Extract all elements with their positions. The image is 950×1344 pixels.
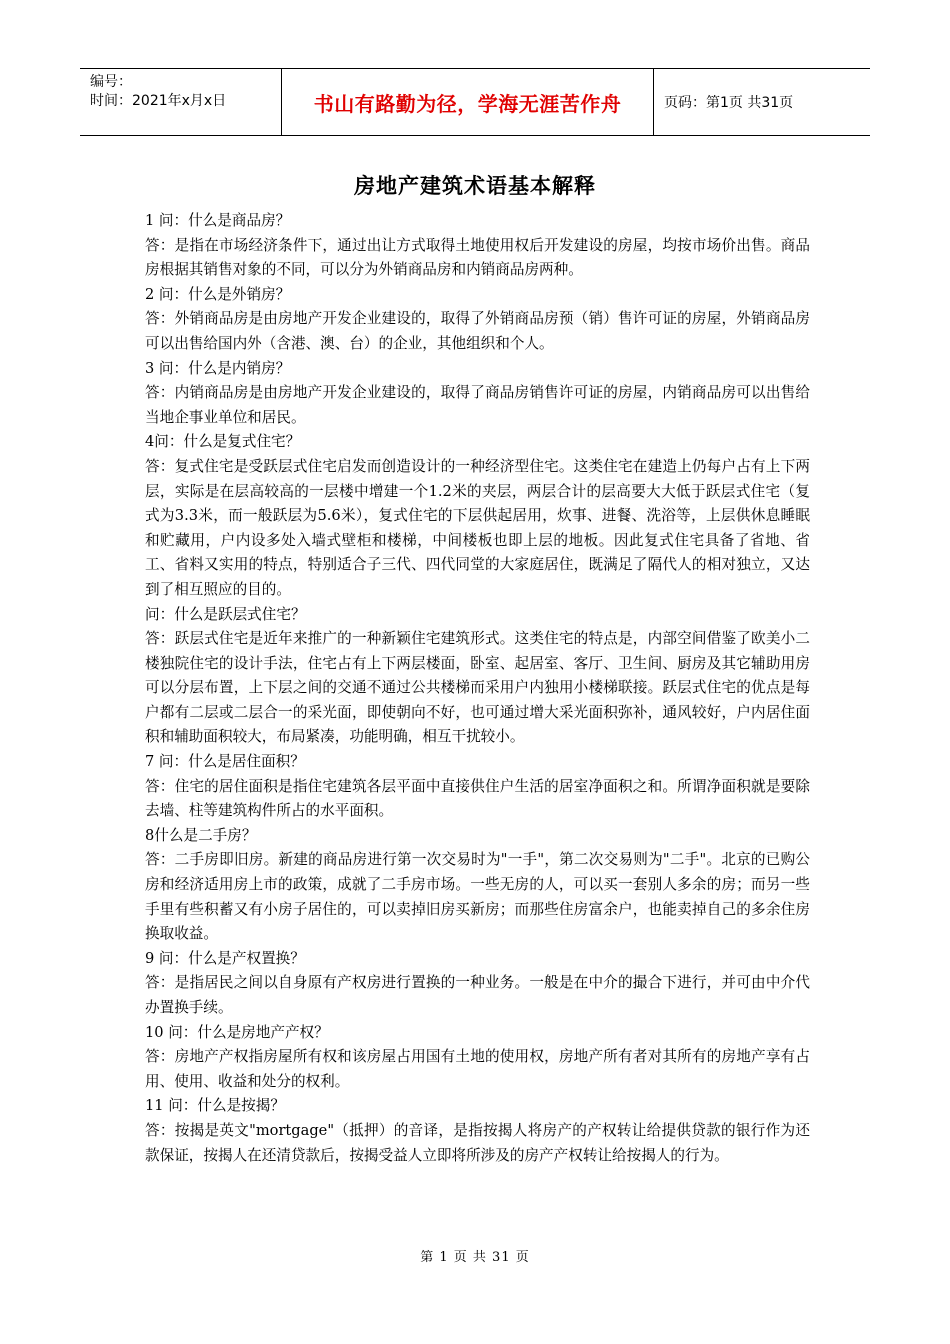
header-page-info: 页码：第1页 共31页 — [664, 95, 794, 111]
paragraph: 9 问：什么是产权置换？ — [145, 949, 305, 967]
paragraph: 答：二手房即旧房。新建的商品房进行第一次交易时为"一手"，第二次交易则为"二手"。北京的已购公房和经济适用房上市的政策，成就了二手房市场。一些无房的人，可以买一套别人多余的房；而另一些手里有些积蓄又有小房子居住的，可以卖掉旧房买新房；而那些住房富余户，也能卖掉自己的多余住房换取收益。 — [145, 851, 810, 943]
paragraph: 10 问：什么是房地产产权？ — [145, 1023, 329, 1041]
paragraph: 1 问：什么是商品房？ — [145, 212, 291, 229]
paragraph: 答：房地产产权指房屋所有权和该房屋占用国有土地的使用权，房地产所有者对其所有的房地产享有占用、使用、收益和处分的权利。 — [145, 1048, 810, 1090]
paragraph: 4问：什么是复式住宅？ — [145, 433, 301, 451]
paragraph: 答：外销商品房是由房地产开发企业建设的，取得了外销商品房预（销）售许可证的房屋，外销商品房可以出售给国内外（含港、澳、台）的企业，其他组织和个人。 — [145, 310, 810, 352]
header-page-info-cell — [654, 69, 870, 135]
paragraph: 答：内销商品房是由房地产开发企业建设的，取得了商品房销售许可证的房屋，内销商品房可以出售给当地企事业单位和居民。 — [145, 384, 810, 426]
header-motto-cell — [282, 69, 654, 135]
paragraph: 答：住宅的居住面积是指住宅建筑各层平面中直接供住户生活的居室净面积之和。所谓净面积就是要除去墙、柱等建筑构件所占的水平面积。 — [145, 777, 810, 820]
paragraph: 答：跃层式住宅是近年来推广的一种新颖住宅建筑形式。这类住宅的特点是，内部空间借鉴了欧美小二楼独院住宅的设计手法，住宅占有上下两层楼面，卧室、起居室、客厅、卫生间、厨房及其它辅助用房可以分层布置，上下层之间的交通不通过公共楼梯而采用户内独用小楼梯联接。跃层式住宅的优点是每户都有二层或二层合一的采光面，即使朝向不好，也可通过增大采光面积弥补，通风较好，户内居住面积和辅助面积较大，布局紧凑，功能明确，相互干扰较小。 — [145, 630, 810, 746]
paragraph: 7 问：什么是居住面积？ — [145, 753, 305, 771]
paragraph: 答：是指居民之间以自身原有产权房进行置换的一种业务。一般是在中介的撮合下进行，并可由中介代办置换手续。 — [145, 974, 810, 1016]
paragraph: 答：复式住宅是受跃层式住宅启发而创造设计的一种经济型住宅。这类住宅在建造上仍每户占有上下两层，实际是在层高较高的一层楼中增建一个1.2米的夹层，两层合计的层高要大大低于跃层式住宅（复式为3.3米，而一般跃层为5.6米），复式住宅的下层供起居用，炊事、进餐、洗浴等，上层供休息睡眠和贮藏用，户内设多处入墙式壁柜和楼梯，中间楼板也即上层的地板。因此复式住宅具备了省地、省工、省料又实用的特点，特别适合子三代、四代同堂的大家庭居住，既满足了隔代人的相对独立，又达到了相互照应的目的。 — [145, 457, 810, 598]
paragraph: 2 问：什么是外销房？ — [145, 285, 291, 303]
document-time-label: 时间：2021年x月x日 — [90, 93, 227, 109]
header-meta — [80, 69, 282, 135]
paragraph: 8什么是二手房？ — [145, 826, 257, 844]
paragraph: 答：按揭是英文"mortgage"（抵押）的音译，是指按揭人将房产的产权转让给提供贷款的银行作为还款保证，按揭人在还清贷款后，按揭受益人立即将所涉及的房产产权转让给按揭人的行为。 — [145, 1121, 810, 1164]
paragraph: 3 问：什么是内销房？ — [145, 359, 291, 377]
page-footer: 第 1 页 共 31 页 — [420, 1250, 530, 1265]
paragraph: 11 问：什么是按揭？ — [145, 1097, 285, 1115]
page-header — [80, 68, 870, 136]
paragraph: 问：什么是跃层式住宅？ — [145, 605, 306, 623]
document-body — [145, 209, 810, 1168]
header-motto: 书山有路勤为径，学海无涯苦作舟 — [313, 91, 622, 116]
document-title: 房地产建筑术语基本解释 — [354, 174, 596, 198]
document-number-label: 编号： — [90, 74, 132, 90]
paragraph: 答：是指在市场经济条件下，通过出让方式取得土地使用权后开发建设的房屋，均按市场价出售。商品房根据其销售对象的不同，可以分为外销商品房和内销商品房两种。 — [145, 236, 810, 279]
